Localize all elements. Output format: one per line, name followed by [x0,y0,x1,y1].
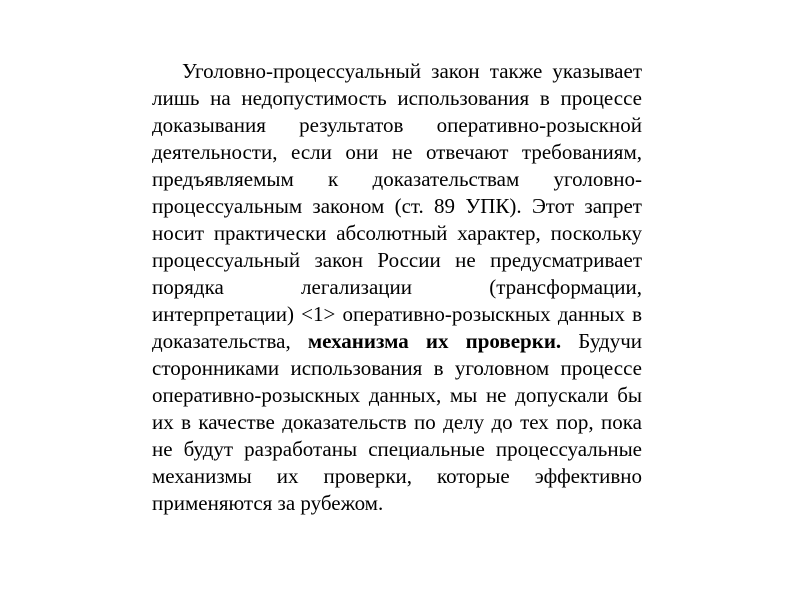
paragraph-bold-phrase: механизма их проверки. [307,329,562,353]
body-paragraph [152,58,642,517]
paragraph-text-end: Будучи сторонниками использования в уголовном процессе оперативно-розыскных данных, мы не допускали бы их в качестве доказательств по делу до тех пор, пока не будут разработаны специальные процессуальные механизмы их проверки, которые эффективно применяются за рубежом. [152,329,643,515]
paragraph-text-start: Уголовно-процессуальный закон также указывает лишь на недопустимость использования в процессе доказывания результатов оперативно-розыскной деятельности, если они не отвечают требованиям, предъявляемым к доказательствам уголовно-процессуальным законом (ст. 89 УПК). Этот запрет носит практически абсолютный характер, поскольку процессуальный закон России не предусматривает порядка легализации (трансформации, интерпретации) <1> оперативно-розыскных данных в доказательства, [152,59,642,353]
